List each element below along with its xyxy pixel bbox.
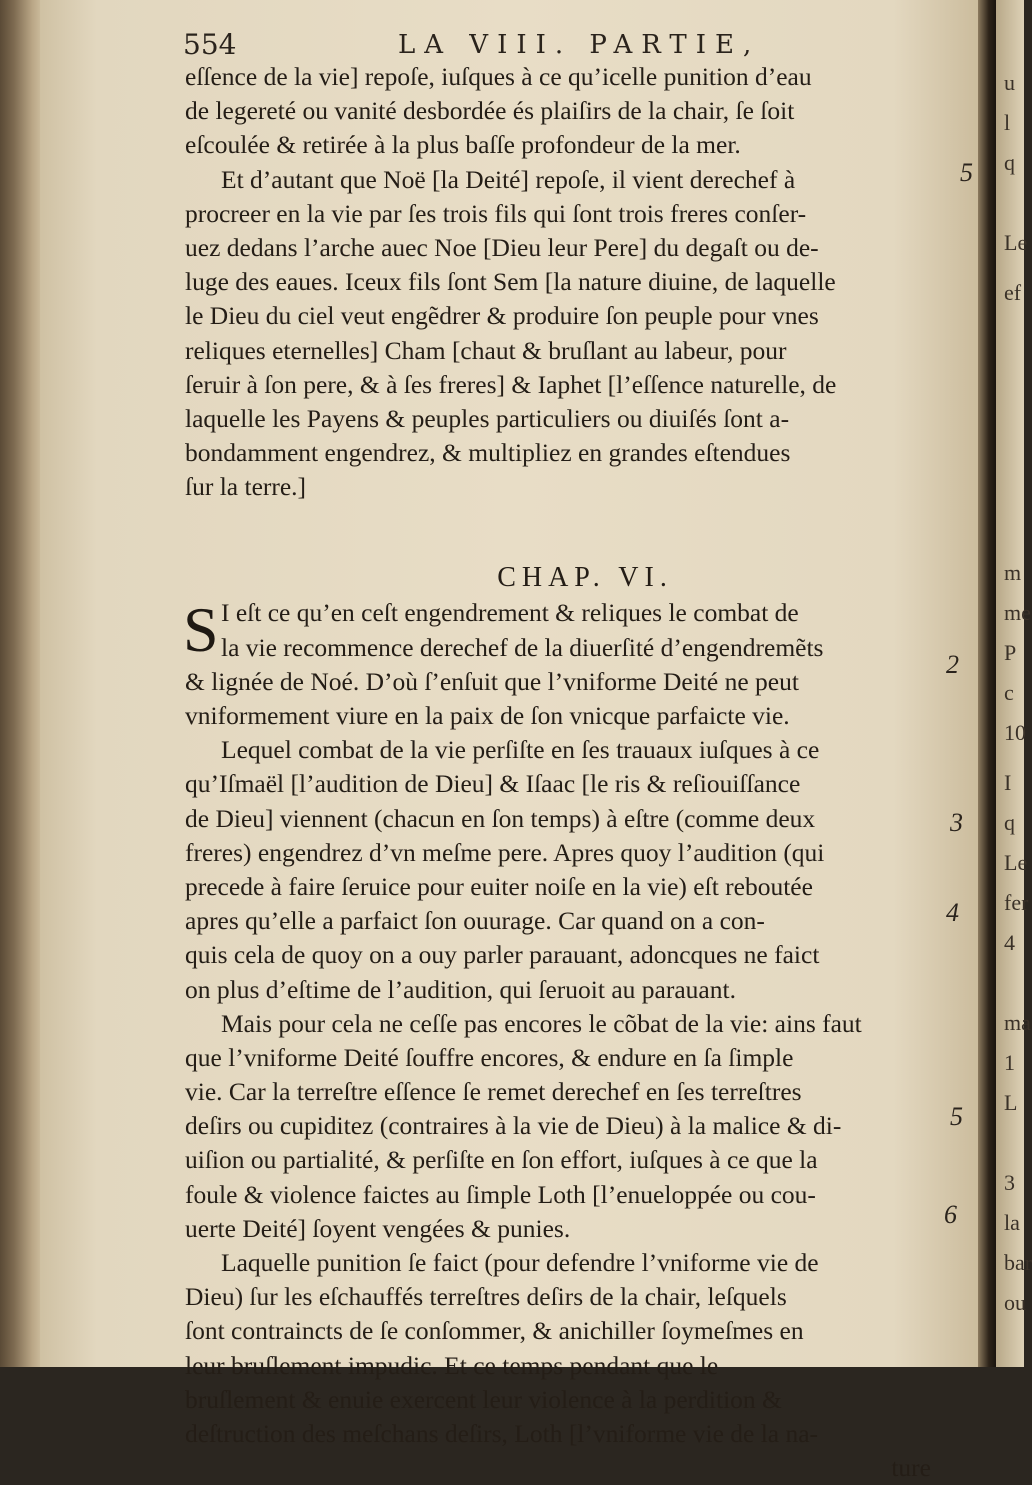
text-line: deſtruction des meſchans deſirs, Loth [l’vniforme vie de la na- <box>185 1418 819 1448</box>
text-line: uerte Deité] ſoyent vengées & punies. <box>185 1213 571 1243</box>
text-line: Dieu) ſur les eſchauffés terreſtres deſirs de la chair, leſquels <box>185 1282 787 1312</box>
text-line: la vie recommence derechef de la diuerſité d’engendremẽts <box>221 632 824 662</box>
text-line: deſirs ou cupiditez (contraires à la vie de Dieu) à la malice & di- <box>185 1111 842 1141</box>
text-line: ſur la terre.] <box>185 472 307 502</box>
facing-fragment: 4 <box>1004 930 1015 955</box>
margin-number: 3 <box>950 808 963 837</box>
facing-fragment: 10 <box>1004 720 1026 745</box>
facing-fragment: c <box>1004 680 1014 705</box>
text-line: de Dieu] viennent (chacun en ſon temps) à eſtre (comme deux <box>185 803 816 833</box>
margin-number: 5 <box>960 158 973 187</box>
paragraph <box>185 733 945 1007</box>
paragraph <box>185 1246 945 1485</box>
chapter-heading: CHAP. VI. <box>497 562 673 594</box>
margin-number: 6 <box>944 1200 957 1229</box>
text-line: le Dieu du ciel veut engẽdrer & produire ſon peuple pour vnes <box>185 301 819 331</box>
text-line: Lequel combat de la vie perſiſte en ſes trauaux iuſques à ce <box>221 735 820 765</box>
facing-fragment: me <box>1004 600 1031 625</box>
text-line: ſont contraincts de ſe conſommer, & anichiller ſoymeſmes en <box>185 1316 804 1346</box>
text-line: laquelle les Payens & peuples particuliers ou diuiſés ſont a- <box>185 403 790 433</box>
margin-number: 5 <box>950 1102 963 1131</box>
facing-fragment: L <box>1004 1090 1018 1115</box>
paragraph <box>185 596 945 733</box>
facing-fragment: m <box>1004 560 1022 585</box>
text-line: quis cela de quoy on a ouy parler parauant, adoncques ne faict <box>185 940 820 970</box>
text-line: uez dedans l’arche auec Noe [Dieu leur Pere] du degaſt ou de- <box>185 232 819 262</box>
facing-fragment: ma <box>1004 1010 1031 1035</box>
text-line: ſeruir à ſon pere, & à ſes freres] & Iaphet [l’eſſence naturelle, de <box>185 369 837 399</box>
text-line: procreer en la vie par ſes trois fils qui ſont trois freres conſer- <box>185 198 807 228</box>
text-line: qu’Iſmaël [l’audition de Dieu] & Iſaac [le ris & reſiouiſſance <box>185 769 801 799</box>
text-line: Laquelle punition ſe faict (pour defendre l’vniforme vie de <box>221 1248 819 1277</box>
paragraph <box>185 60 945 163</box>
text-line: reliques eternelles] Cham [chaut & bruſlant au labeur, pour <box>185 335 787 365</box>
text-line: Mais pour cela ne ceſſe pas encores le cõbat de la vie: ains faut <box>221 1008 862 1038</box>
text-line: que l’vniforme Deité ſouffre encores, & endure en ſa ſimple <box>185 1042 794 1072</box>
text-line: bruſlement & enuie exercent leur violence à la perdition & <box>185 1384 782 1414</box>
page-body <box>185 60 945 1485</box>
margin-number: 4 <box>946 898 959 927</box>
facing-fragment: l <box>1004 110 1011 135</box>
facing-fragment: bar <box>1004 1250 1032 1275</box>
text-line: bondamment engendrez, & multipliez en grandes eſtendues <box>185 438 791 468</box>
text-line: vniformement viure en la paix de ſon vnicque parfaicte vie. <box>185 701 790 730</box>
text-line: uiſion ou partialité, & perſiſte en ſon effort, iuſques à ce que la <box>185 1145 818 1175</box>
facing-fragment: fer <box>1004 890 1029 915</box>
text-line: apres qu’elle a parfaict ſon ouurage. Car quand on a con- <box>185 906 765 936</box>
book-gutter <box>978 0 996 1367</box>
spacer <box>185 504 945 560</box>
facing-fragment: la <box>1004 1210 1020 1235</box>
facing-fragment: ef <box>1004 280 1022 305</box>
text-line-content: I eſt ce qu’en ceſt engendrement & reliques le combat de <box>221 598 799 628</box>
drop-cap: S <box>183 594 219 666</box>
facing-fragment: Le <box>1004 230 1028 255</box>
text-line: luge des eaues. Iceux fils ſont Sem [la nature diuine, de laquelle <box>185 267 836 297</box>
text-line: ture <box>891 1453 931 1483</box>
text-line: & lignée de Noé. D’où ſ’enſuit que l’vniforme Deité ne peut <box>185 666 799 696</box>
text-line: eſſence de la vie] repoſe, iuſques à ce qu’icelle punition d’eau <box>185 62 812 91</box>
text-line: de legereté ou vanité desbordée és plaiſirs de la chair, ſe ſoit <box>185 96 795 126</box>
facing-fragment: P <box>1004 640 1017 665</box>
text-line: leur bruſlement impudic. Et ce temps pendant que le <box>185 1350 719 1380</box>
facing-fragment: q <box>1004 150 1015 175</box>
text-line: vie. Car la terreſtre eſſence ſe remet derechef en ſes terreſtres <box>185 1077 802 1107</box>
text-line: freres) engendrez d’vn meſme pere. Apres quoy l’audition (qui <box>185 837 825 867</box>
facing-page-fragment <box>996 0 1032 1367</box>
facing-fragment: ou <box>1004 1290 1026 1315</box>
paragraph <box>185 163 945 505</box>
page-number: 554 <box>183 28 237 61</box>
facing-fragment: u <box>1004 70 1015 95</box>
facing-fragment: Le <box>1004 850 1028 875</box>
text-line: precede à faire ſeruice pour euiter noiſe en la vie) eſt reboutée <box>185 871 813 901</box>
text-line: eſcoulée & retirée à la plus baſſe profondeur de la mer. <box>185 130 741 160</box>
facing-fragment: q <box>1004 810 1015 835</box>
text-line: Et d’autant que Noë [la Deité] repoſe, il vient derechef à <box>221 164 796 194</box>
facing-fragment: 3 <box>1004 1170 1015 1195</box>
paragraph <box>185 1007 945 1246</box>
text-line: on plus d’eſtime de l’audition, qui ſeruoit au parauant. <box>185 974 736 1004</box>
margin-number: 2 <box>946 650 959 679</box>
facing-fragment: 1 <box>1004 1050 1015 1075</box>
text-line: foule & violence faictes au ſimple Loth [l’enueloppée ou cou- <box>185 1179 816 1209</box>
facing-fragment: I <box>1004 770 1012 795</box>
running-title: LA VIII. PARTIE, <box>398 30 761 60</box>
